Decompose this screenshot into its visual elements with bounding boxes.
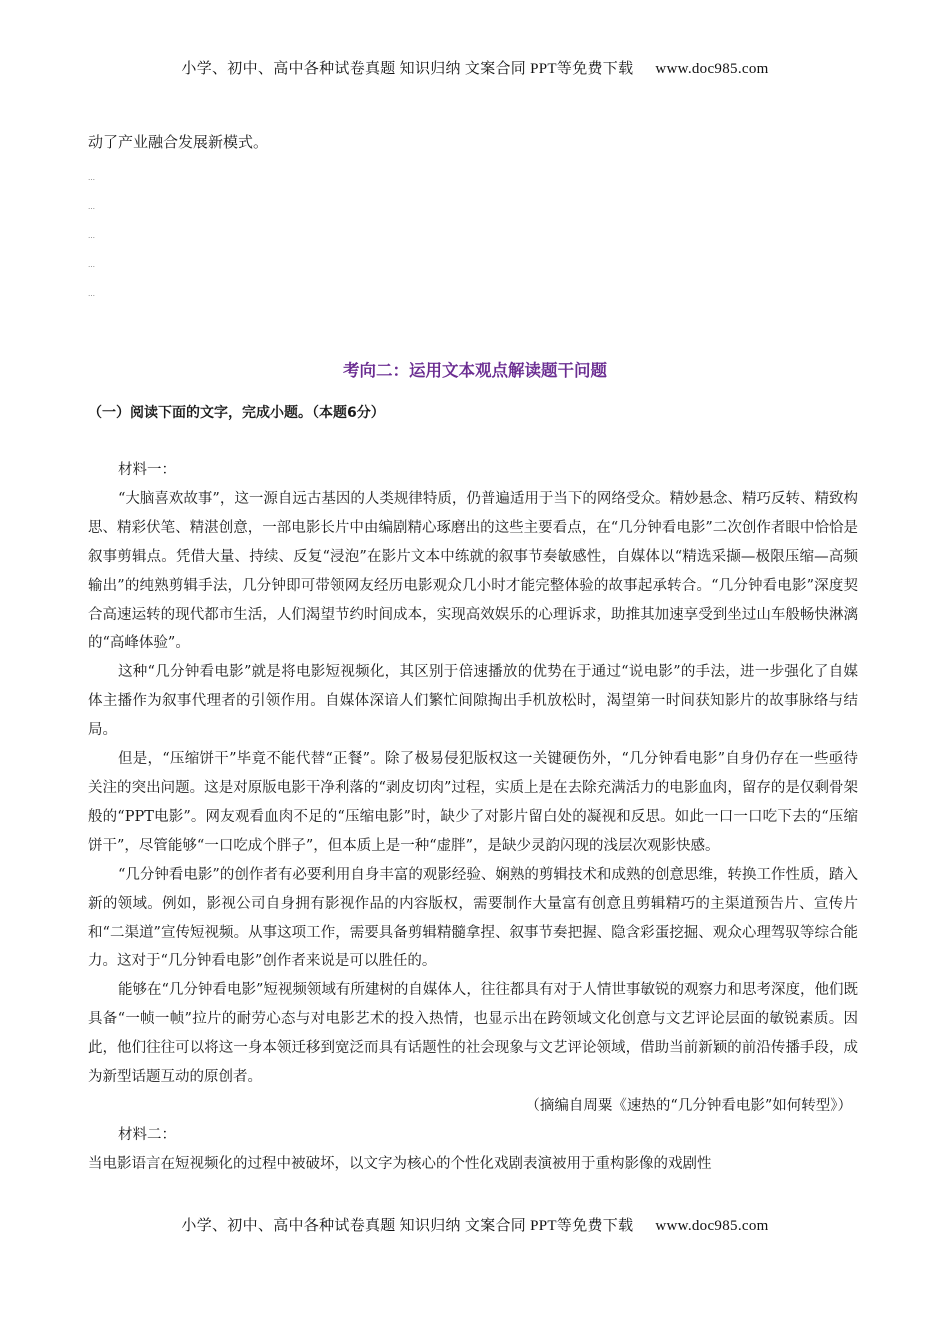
ellipsis-mark: … [88, 174, 95, 182]
paragraph: “几分钟看电影”的创作者有必要利用自身丰富的观影经验、娴熟的剪辑技术和成熟的创意思维，转换工作性质，踏入新的领域。例如，影视公司自身拥有影视作品的内容版权，需要制作大量富有创意且剪辑精巧的主渠道预告片、宣传片和“二渠道”宣传短视频。从事这项工作，需要具备剪辑精髓拿捏、叙事节奏把握、隐含彩蛋挖掘、观众心理驾驭等综合能力。这对于“几分钟看电影”创作者来说是可以胜任的。 [88, 866, 858, 970]
paragraph: 这种“几分钟看电影”就是将电影短视频化，其区别于倍速播放的优势在于通过“说电影”的手法，进一步强化了自媒体主播作为叙事代理者的引领作用。自媒体深谙人们繁忙间隙掏出手机放松时，渴望第一时间获知影片的故事脉络与结局。 [88, 664, 858, 739]
material-one-label: 材料一： [118, 462, 176, 478]
material-two-label: 材料二： [118, 1126, 176, 1143]
paragraph: 但是，“压缩饼干”毕竟不能代替“正餐”。除了极易侵犯版权这一关键硬伤外，“几分钟看电影”自身仍存在一些亟待关注的突出问题。这是对原版电影干净利落的“剥皮切肉”过程，实质上是在去除充满活力的电影血肉，留存的是仅剩骨架般的“PPT电影”。网友观看血肉不足的“压缩电影”时，缺少了对影片留白处的凝视和反思。如此一口一口吃下去的“压缩饼干”，尽管能够“一口吃成个胖子”，但本质上是一种“虚胖”，是缺少灵韵闪现的浅层次观影快感。 [88, 751, 858, 854]
header-url[interactable]: www.doc985.com [655, 61, 769, 77]
paragraph: 能够在“几分钟看电影”短视频领域有所建树的自媒体人，往往都具有对于人情世事敏锐的观察力和思考深度，他们既具备“一帧一帧”拉片的耐劳心态与对电影艺术的投入热情，也显示出在跨领域文化创意与文艺评论层面的敏锐素质。因此，他们往往可以将这一身本领迁移到宽泛而具有话题性的社会现象与文艺评论领域，借助当前新颖的前沿传播手段，成为新型话题互动的原创者。 [88, 982, 858, 1086]
ellipsis-mark: … [88, 232, 95, 240]
footer-text: 小学、初中、高中各种试卷真题 知识归纳 文案合同 PPT等免费下载 [181, 1218, 634, 1234]
paragraph: “大脑喜欢故事”，这一源自远古基因的人类规律特质，仍普遍适用于当下的网络受众。精妙悬念、精巧反转、精致构思、精彩伏笔、精湛创意，一部电影长片中由编剧精心琢磨出的这些主要看点，在“几分钟看电影”二次创作者眼中恰恰是叙事剪辑点。凭借大量、持续、反复“浸泡”在影片文本中练就的叙事节奏敏感性，自媒体以“精选采撷—极限压缩—高频输出”的纯熟剪辑手法，几分钟即可带领网友经历电影观众几小时才能完整体验的故事起承转合。“几分钟看电影”深度契合高速运转的现代都市生活，人们渴望节约时间成本，实现高效娱乐的心理诉求，助推其加速享受到坐过山车般畅快淋漓的“高峰体验”。 [88, 490, 858, 652]
paragraph: 当电影语言在短视频化的过程中被破坏，以文字为核心的个性化戏剧表演被用于重构影像的戏剧性 [88, 1155, 712, 1172]
ellipsis-mark: … [88, 290, 95, 298]
reading-passage [88, 456, 858, 1179]
section-title: 考向二：运用文本观点解读题干问题 [343, 361, 607, 380]
ellipsis-mark: … [88, 261, 95, 269]
page-footer [0, 1214, 950, 1235]
continued-text: 动了产业融合发展新模式。 [88, 133, 269, 151]
question-heading: （一）阅读下面的文字，完成小题。（本题6分） [88, 405, 385, 421]
page-header [0, 57, 950, 78]
ellipsis-mark: … [88, 203, 95, 211]
footer-url[interactable]: www.doc985.com [655, 1218, 769, 1234]
source-citation: （摘编自周粟《速热的“几分钟看电影”如何转型》） [525, 1097, 852, 1114]
header-text: 小学、初中、高中各种试卷真题 知识归纳 文案合同 PPT等免费下载 [181, 61, 634, 77]
